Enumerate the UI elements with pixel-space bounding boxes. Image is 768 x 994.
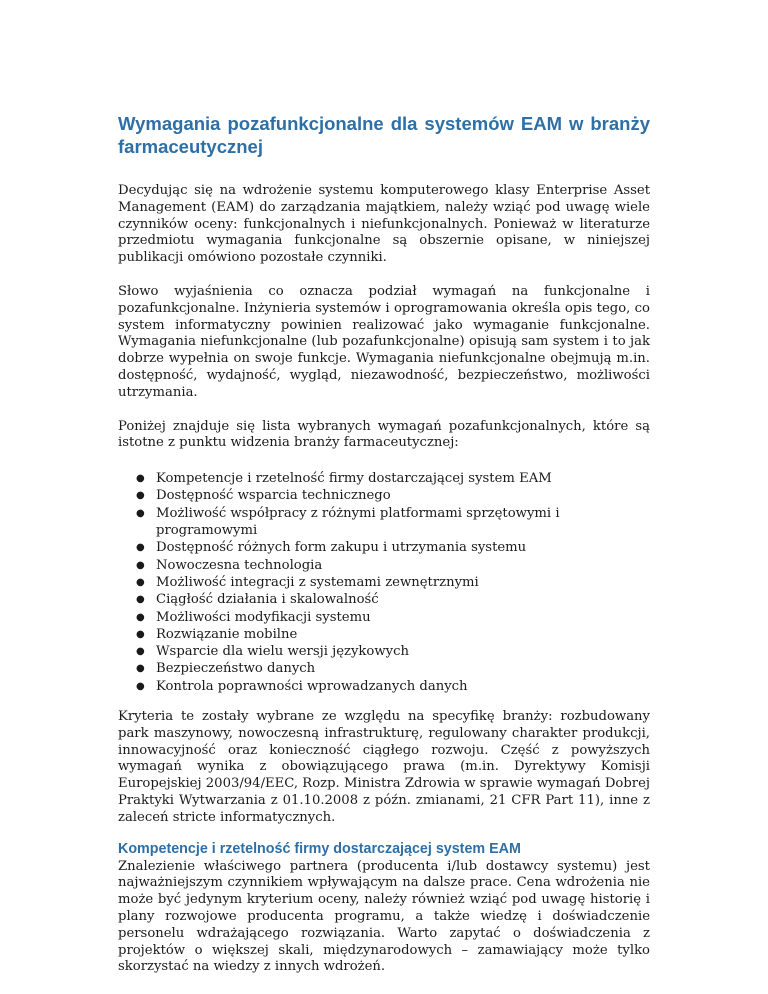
list-item-text: Rozwiązanie mobilne [156,626,298,642]
list-item-text: Dostępność różnych form zakupu i utrzymania systemu [156,540,527,556]
list-item-text: Dostępność wsparcia technicznego [156,488,391,504]
intro-paragraph: Decydując się na wdrożenie systemu komputerowego klasy Enterprise Asset Management (EAM) do zarządzania majątkiem, należy wziąć pod uwagę wiele czynników oceny: funkcjonalnych i niefunkcjonalnych. Ponieważ w literaturze przedmiotu wymagania funkcjonalne są obszernie opisane, w niniejszej publikacji omówiono pozostałe czynniki. [118,183,650,266]
list-item [136,487,650,504]
list-item-text: Nowoczesna technologia [156,557,323,573]
bullet-icon: ● [136,594,145,606]
list-item [136,591,650,608]
bullet-icon: ● [136,663,145,675]
definition-paragraph: Słowo wyjaśnienia co oznacza podział wymagań na funkcjonalne i pozafunkcjonalne. Inżynieria systemów i oprogramowania określa opis tego, co system informatyczny powinien realizować jako wymaganie funkcjonalne. Wymagania niefunkcjonalne (lub pozafunkcjonalne) opisują sam system i to jak dobrze wypełnia on swoje funkcje. Wymagania niefunkcjonalne obejmują m.in. dostępność, wydajność, wygląd, niezawodność, bezpieczeństwo, możliwości utrzymania. [118,283,650,400]
list-item-text: Możliwości modyfikacji systemu [156,609,371,625]
list-item [136,678,650,695]
list-item [136,643,650,660]
list-item [136,470,650,487]
list-item [136,557,650,574]
section-heading: Kompetencje i rzetelność firmy dostarczającej system EAM [118,840,521,857]
bullet-icon: ● [136,628,145,640]
bullet-icon: ● [136,507,145,519]
list-intro-paragraph: Poniżej znajduje się lista wybranych wymagań pozafunkcjonalnych, które są istotne z punktu widzenia branży farmaceutycznej: [118,418,650,451]
list-item-text: Możliwość współpracy z różnymi platformami sprzętowymi i programowymi [156,505,560,539]
document-title: Wymagania pozafunkcjonalne dla systemów EAM w branży farmaceutycznej [118,113,650,157]
list-item-text: Wsparcie dla wielu wersji językowych [156,644,409,660]
bullet-icon: ● [136,559,145,571]
list-item-text: Kontrola poprawności wprowadzanych danych [156,678,468,694]
list-item-text: Ciągłość działania i skalowalność [156,592,379,608]
list-item [136,574,650,591]
list-item-text: Kompetencje i rzetelność firmy dostarczającej system EAM [156,471,552,487]
bullet-icon: ● [136,611,145,623]
section-paragraph: Znalezienie właściwego partnera (producenta i/lub dostawcy systemu) jest najważniejszym czynnikiem wpływającym na dalsze prace. Cena wdrożenia nie może być jedynym kryterium oceny, należy również wziąć pod uwagę historię i plany rozwojowe producenta programu, a także wiedzę i doświadczenie personelu wdrażającego rozwiązania. Warto zapytać o doświadczenia z projektów o większej skali, międzynarodowych – zamawiający może tylko skorzystać na wiedzy z innych wdrożeń. [118,858,650,975]
bullet-icon: ● [136,542,145,554]
bullet-icon: ● [136,680,145,692]
list-item [136,505,650,540]
bullet-icon: ● [136,646,145,658]
list-item [136,609,650,626]
list-item [136,626,650,643]
bullet-icon: ● [136,576,145,588]
list-item [136,539,650,556]
list-item-text: Bezpieczeństwo danych [156,661,316,677]
bullet-icon: ● [136,473,145,485]
bullet-icon: ● [136,490,145,502]
list-item-text: Możliwość integracji z systemami zewnętrznymi [156,574,479,590]
requirements-list [118,470,650,695]
list-item [136,660,650,677]
criteria-paragraph: Kryteria te zostały wybrane ze względu na specyfikę branży: rozbudowany park maszynowy, nowoczesną infrastrukturę, regulowany charakter produkcji, innowacyjność oraz konieczność ciągłego rozwoju. Część z powyższych wymagań wynika z obowiązującego prawa (m.in. Dyrektywy Komisji Europejskiej 2003/94/EEC, Rozp. Ministra Zdrowia w sprawie wymagań Dobrej Praktyki Wytwarzania z 01.10.2008 z późn. zmianami, 21 CFR Part 11), inne z zaleceń stricte informatycznych. [118,709,650,825]
document-content [118,112,650,993]
